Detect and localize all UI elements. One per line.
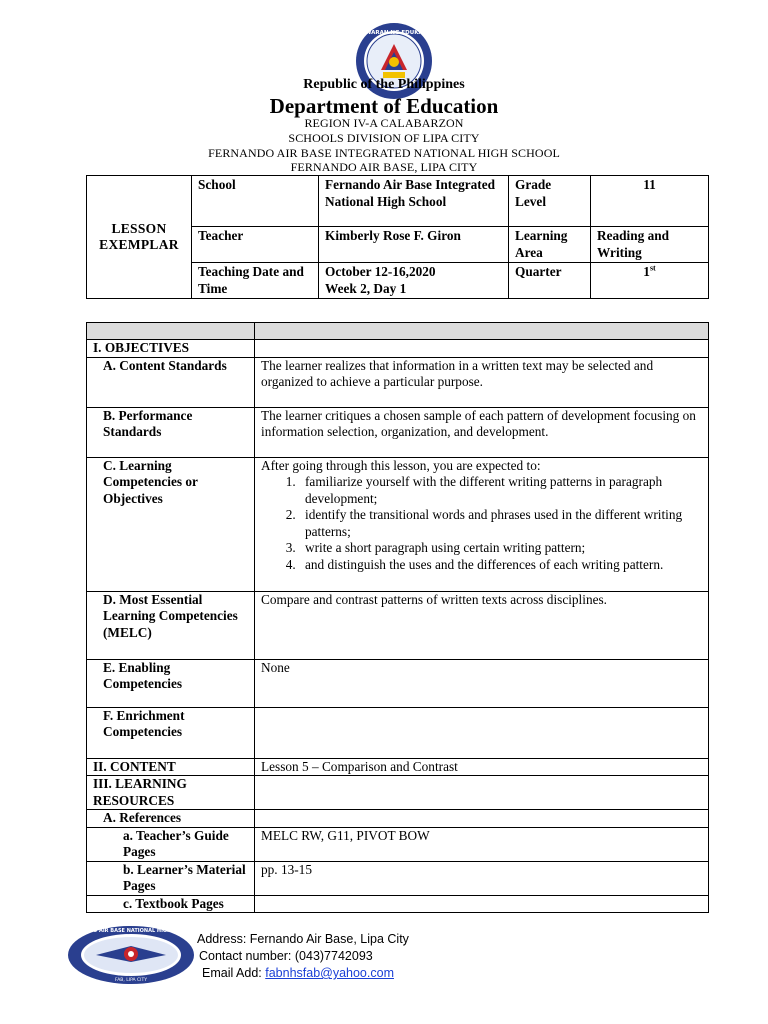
melc-label: D. Most Essential Learning Competencies (MELC) [87, 591, 255, 659]
grade-level-value: 11 [591, 176, 709, 227]
list-item: 4. and distinguish the uses and the differences of each writing pattern. [299, 557, 702, 574]
division-line: SCHOOLS DIVISION OF LIPA CITY [288, 131, 480, 145]
enrichment-competencies-label: F. Enrichment Competencies [87, 707, 255, 758]
lesson-plan-table [86, 322, 709, 913]
textbook-pages-label: c. Textbook Pages [87, 895, 255, 913]
objectives-heading: I. OBJECTIVES [87, 340, 255, 358]
teacher-label: Teacher [192, 227, 319, 263]
content-value: Lesson 5 – Comparison and Contrast [255, 758, 709, 776]
teachers-guide-label: a. Teacher’s Guide Pages [87, 827, 255, 861]
references-label: A. References [87, 810, 255, 828]
republic-title: Republic of the Philippines [303, 77, 465, 92]
school-address-line: FERNANDO AIR BASE, LIPA CITY [290, 160, 478, 174]
teaching-date-value: October 12-16,2020 Week 2, Day 1 [319, 263, 509, 299]
svg-text:KAGAWARAN NG EDUKASYON: KAGAWARAN NG EDUKASYON [348, 30, 440, 36]
performance-standards-label: B. Performance Standards [87, 407, 255, 457]
learners-material-label: b. Learner’s Material Pages [87, 861, 255, 895]
learners-material-value: pp. 13-15 [255, 861, 709, 895]
performance-standards-value: The learner critiques a chosen sample of each pattern of development focusing on information selection, organization, and development. [255, 407, 709, 457]
melc-value: Compare and contrast patterns of written texts across disciplines. [255, 591, 709, 659]
region-line: REGION IV-A CALABARZON [304, 116, 464, 130]
list-item: 1. familiarize yourself with the different writing patterns in paragraph development; [299, 474, 702, 507]
grade-level-label: Grade Level [509, 176, 591, 227]
content-standards-label: A. Content Standards [87, 357, 255, 407]
learning-area-label: Learning Area [509, 227, 591, 263]
school-line: FERNANDO AIR BASE INTEGRATED NATIONAL HIGH SCHOOL [208, 146, 560, 160]
table-header-row [87, 323, 709, 340]
teachers-guide-value: MELC RW, G11, PIVOT BOW [255, 827, 709, 861]
footer-contact [197, 931, 409, 982]
email-link[interactable]: fabnhsfab@yahoo.com [265, 966, 394, 980]
learning-competencies-value [255, 457, 709, 591]
learning-resources-heading: III. LEARNING RESOURCES [87, 776, 255, 810]
school-value: Fernando Air Base Integrated National High School [319, 176, 509, 227]
competencies-intro: After going through this lesson, you are expected to: [261, 457, 541, 473]
svg-text:FAB, LIPA CITY: FAB, LIPA CITY [115, 978, 147, 983]
svg-text:FERNANDO AIR BASE NATIONAL HIG: FERNANDO AIR BASE NATIONAL HIGH SCHOOL [65, 928, 197, 934]
lesson-exemplar-label: LESSON EXEMPLAR [87, 176, 192, 299]
competencies-list [261, 474, 702, 573]
footer-email-label: Email Add: [202, 966, 266, 980]
school-logo [66, 924, 196, 986]
content-heading: II. CONTENT [87, 758, 255, 776]
enabling-competencies-value: None [255, 659, 709, 707]
learning-area-value: Reading and Writing [591, 227, 709, 263]
footer-email [197, 965, 409, 982]
textbook-pages-value [255, 895, 709, 913]
lesson-info-table [86, 175, 709, 299]
quarter-value: 1st [591, 263, 709, 299]
content-standards-value: The learner realizes that information in a written text may be selected and organized to achieve a particular purpose. [255, 357, 709, 407]
department-title: Department of Education [269, 94, 499, 118]
enabling-competencies-label: E. Enabling Competencies [87, 659, 255, 707]
teacher-value: Kimberly Rose F. Giron [319, 227, 509, 263]
footer-address: Address: Fernando Air Base, Lipa City [197, 932, 409, 946]
teaching-date-label: Teaching Date and Time [192, 263, 319, 299]
footer-contact-number: Contact number: (043)7742093 [199, 949, 373, 963]
learning-competencies-label: C. Learning Competencies or Objectives [87, 457, 255, 591]
enrichment-competencies-value [255, 707, 709, 758]
school-label: School [192, 176, 319, 227]
list-item: 3. write a short paragraph using certain writing pattern; [299, 540, 702, 557]
quarter-label: Quarter [509, 263, 591, 299]
list-item: 2. identify the transitional words and phrases used in the different writing patterns; [299, 507, 702, 540]
